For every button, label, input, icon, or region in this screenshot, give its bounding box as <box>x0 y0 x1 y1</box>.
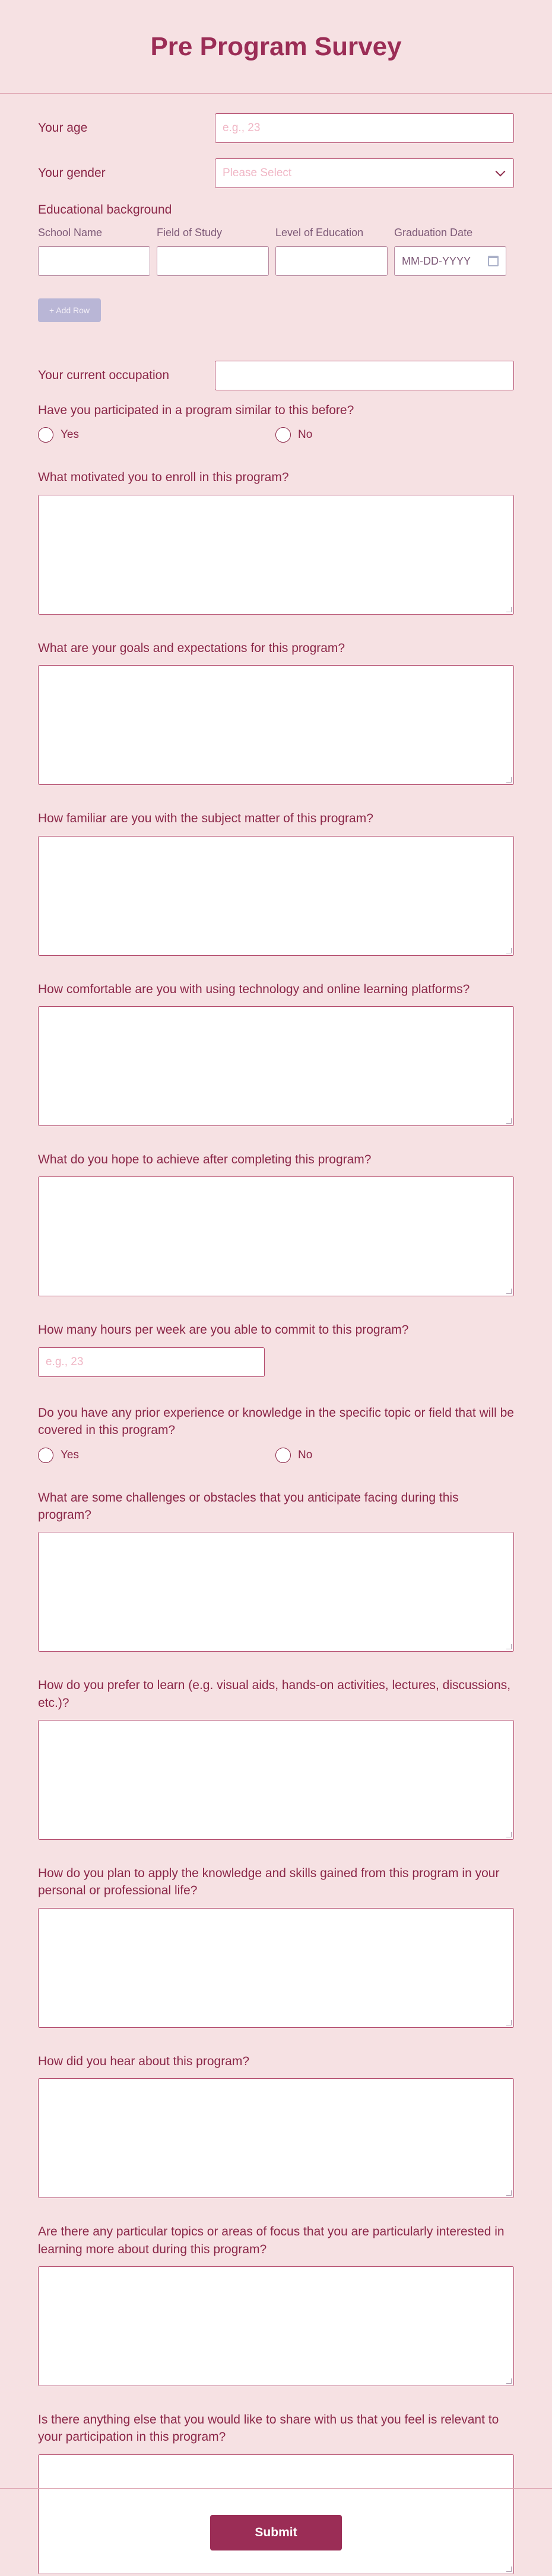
add-row-button[interactable]: + Add Row <box>38 298 101 322</box>
gender-select[interactable] <box>215 158 514 188</box>
level-of-education-input[interactable] <box>275 246 388 276</box>
gender-label: Your gender <box>38 166 106 180</box>
goals-question: What are your goals and expectations for this program? <box>38 641 345 655</box>
hear-question: How did you hear about this program? <box>38 2054 250 2068</box>
radio-yes[interactable] <box>38 427 275 443</box>
hours-input[interactable]: e.g., 23 <box>38 1347 265 1377</box>
learn-textarea[interactable] <box>38 1720 514 1840</box>
challenges-textarea[interactable] <box>38 1532 514 1652</box>
submit-button[interactable]: Submit <box>210 2515 342 2550</box>
radio-circle-icon <box>275 1448 291 1463</box>
tech-question: How comfortable are you with using technology and online learning platforms? <box>38 982 470 996</box>
goals-textarea[interactable] <box>38 665 514 785</box>
participated-options <box>38 427 514 443</box>
age-label: Your age <box>38 121 88 135</box>
radio-circle-icon <box>38 427 53 443</box>
education-label: Educational background <box>38 203 172 217</box>
topics-question: Are there any particular topics or areas of focus that you are particularly interested in learning more about during this program? <box>38 2225 505 2256</box>
field-of-study-input[interactable] <box>157 246 269 276</box>
motivated-question: What motivated you to enroll in this program? <box>38 470 289 485</box>
achieve-question: What do you hope to achieve after completing this program? <box>38 1152 372 1166</box>
graduation-date-input[interactable] <box>394 246 506 276</box>
achieve-textarea[interactable] <box>38 1176 514 1296</box>
survey-form <box>0 94 552 2574</box>
tech-textarea[interactable] <box>38 1006 514 1126</box>
column-header-field: Field of Study <box>157 227 223 238</box>
radio-no[interactable] <box>275 1448 513 1463</box>
apply-question: How do you plan to apply the knowledge and skills gained from this program in your personal or professional life? <box>38 1866 500 1898</box>
radio-no[interactable] <box>275 427 513 443</box>
occupation-label: Your current occupation <box>38 368 170 382</box>
calendar-icon[interactable] <box>488 256 499 266</box>
radio-label: Yes <box>61 1448 79 1461</box>
column-header-school: School Name <box>38 227 103 238</box>
prior-options <box>38 1448 514 1463</box>
familiar-textarea[interactable] <box>38 836 514 956</box>
occupation-input[interactable] <box>215 361 514 390</box>
chevron-down-icon <box>496 167 506 177</box>
hear-textarea[interactable] <box>38 2078 514 2198</box>
gender-placeholder: Please Select <box>223 167 292 179</box>
topics-textarea[interactable] <box>38 2266 514 2386</box>
form-footer <box>0 2488 552 2576</box>
school-name-input[interactable] <box>38 246 150 276</box>
prior-question: Do you have any prior experience or knowledge in the specific topic or field that will be covered in this program? <box>38 1405 514 1438</box>
age-row <box>38 113 514 144</box>
learn-question: How do you prefer to learn (e.g. visual aids, hands-on activities, lectures, discussions, etc.)? <box>38 1678 511 1710</box>
gender-row <box>38 158 514 189</box>
date-placeholder: MM-DD-YYYY <box>402 255 471 267</box>
page-header <box>0 0 552 94</box>
hours-question: How many hours per week are you able to commit to this program? <box>38 1323 409 1337</box>
else-question: Is there anything else that you would like to share with us that you feel is relevant to your participation in this program? <box>38 2413 499 2444</box>
familiar-question: How familiar are you with the subject matter of this program? <box>38 812 373 826</box>
education-table-header <box>38 227 514 239</box>
radio-label: Yes <box>61 428 79 441</box>
column-header-level: Level of Education <box>275 227 364 238</box>
participated-question: Have you participated in a program similar to this before? <box>38 403 354 417</box>
page-title: Pre Program Survey <box>150 31 402 61</box>
apply-textarea[interactable] <box>38 1908 514 2028</box>
radio-circle-icon <box>38 1448 53 1463</box>
motivated-textarea[interactable] <box>38 495 514 615</box>
radio-label: No <box>298 428 313 441</box>
column-header-date: Graduation Date <box>394 227 473 238</box>
education-table-row <box>38 246 514 276</box>
radio-yes[interactable] <box>38 1448 275 1463</box>
radio-circle-icon <box>275 427 291 443</box>
age-input[interactable]: e.g., 23 <box>215 113 514 143</box>
occupation-row <box>38 360 514 391</box>
radio-label: No <box>298 1448 313 1461</box>
challenges-question: What are some challenges or obstacles that you anticipate facing during this program? <box>38 1490 459 1522</box>
